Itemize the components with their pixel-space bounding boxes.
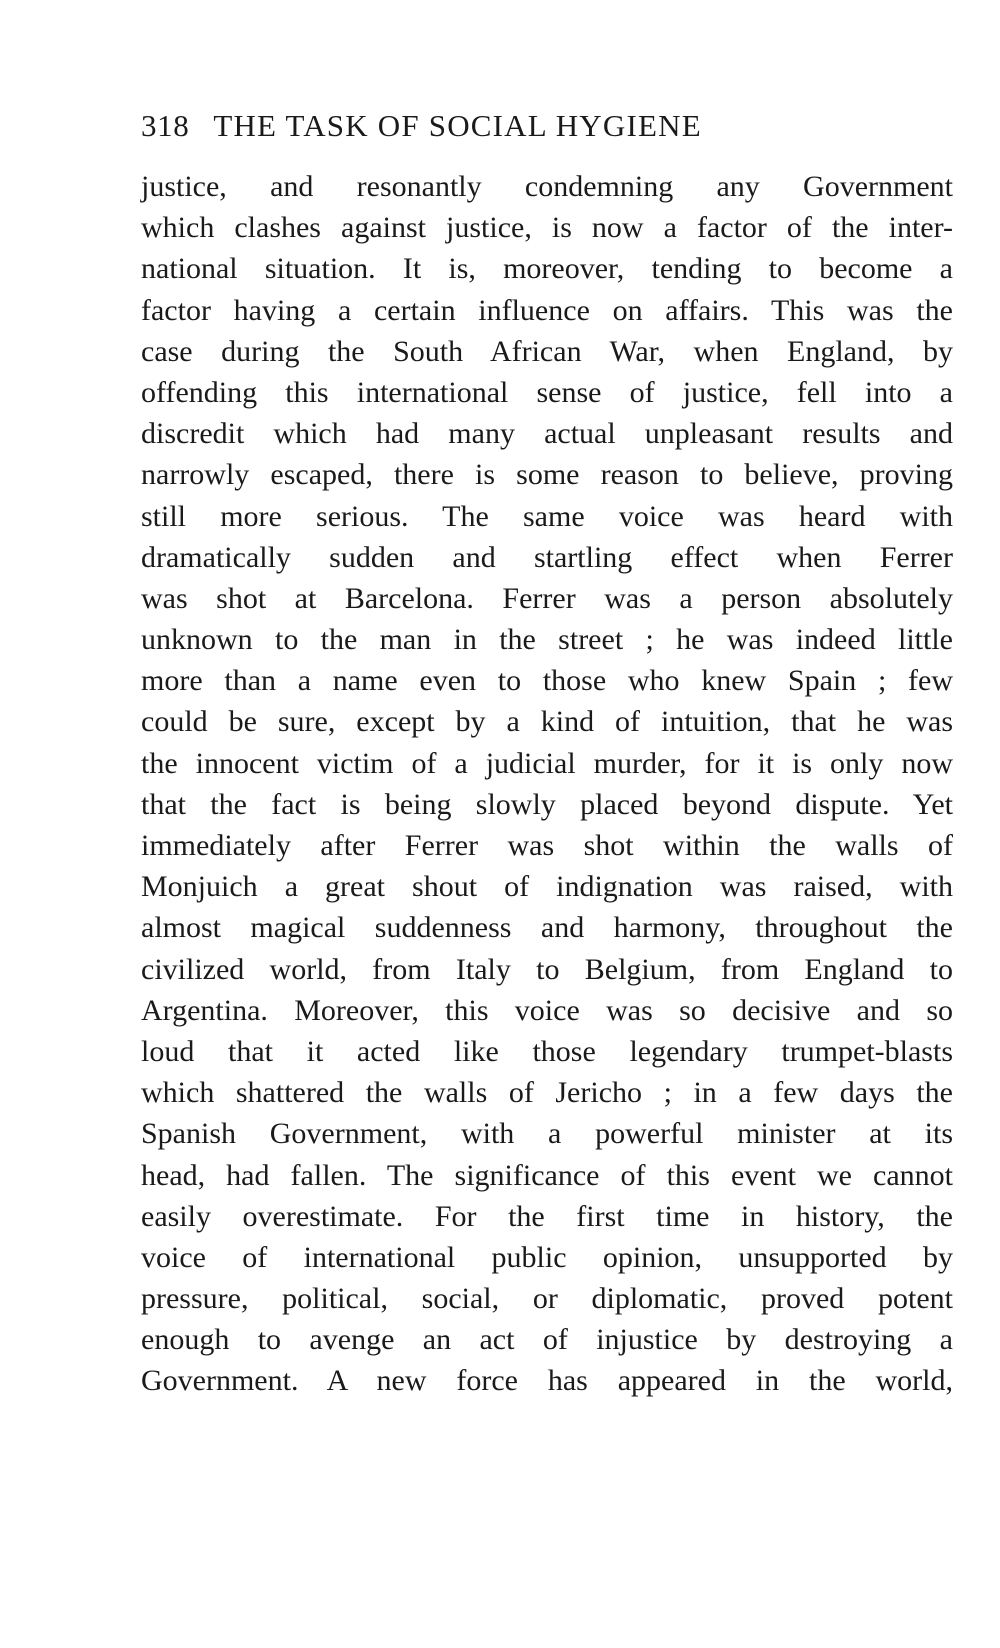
book-title: THE TASK OF SOCIAL HYGIENE — [213, 108, 702, 143]
text-line: unknown to the man in the street ; he was indeed little — [141, 623, 953, 657]
text-line: was shot at Barcelona. Ferrer was a person absolutely — [141, 581, 953, 615]
text-line: which shattered the walls of Jericho ; in a few days the — [141, 1076, 953, 1110]
text-line: the innocent victim of a judicial murder, for it is only now — [141, 746, 953, 780]
text-line: almost magical suddenness and harmony, throughout the — [141, 911, 953, 945]
text-line: pressure, political, social, or diplomatic, proved potent — [141, 1282, 953, 1316]
text-line: Spanish Government, with a powerful minister at its — [141, 1117, 953, 1151]
text-line: civilized world, from Italy to Belgium, from England to — [141, 952, 953, 986]
text-line: justice, and resonantly condemning any Government — [141, 170, 953, 203]
text-line: Argentina. Moreover, this voice was so decisive and so — [141, 993, 953, 1027]
page-number: 318 — [141, 108, 190, 143]
text-line: enough to avenge an act of injustice by destroying a — [141, 1323, 953, 1357]
text-line: that the fact is being slowly placed beyond dispute. Yet — [141, 787, 953, 821]
text-line: national situation. It is, moreover, tending to become a — [141, 252, 953, 286]
text-line: head, had fallen. The significance of this event we cannot — [141, 1158, 953, 1192]
text-line: could be sure, except by a kind of intuition, that he was — [141, 705, 953, 739]
text-line: more than a name even to those who knew Spain ; few — [141, 664, 953, 698]
text-line: case during the South African War, when England, by — [141, 334, 953, 368]
text-line: voice of international public opinion, unsupported by — [141, 1240, 953, 1274]
text-line: factor having a certain influence on affairs. This was the — [141, 293, 953, 327]
text-line: still more serious. The same voice was heard with — [141, 499, 953, 533]
text-line: Government. A new force has appeared in the world, — [141, 1364, 953, 1398]
text-line: dramatically sudden and startling effect when Ferrer — [141, 540, 953, 574]
text-line: narrowly escaped, there is some reason to believe, proving — [141, 458, 953, 492]
running-head — [141, 104, 961, 148]
text-line: which clashes against justice, is now a factor of the inter- — [141, 211, 953, 245]
text-line: discredit which had many actual unpleasant results and — [141, 417, 953, 451]
text-line: immediately after Ferrer was shot within the walls of — [141, 829, 953, 862]
body-text — [141, 166, 953, 1402]
text-line: Monjuich a great shout of indignation was raised, with — [141, 870, 953, 904]
text-line: easily overestimate. For the first time in history, the — [141, 1199, 953, 1233]
text-line: offending this international sense of justice, fell into a — [141, 375, 953, 409]
text-line: loud that it acted like those legendary trumpet-blasts — [141, 1034, 953, 1068]
